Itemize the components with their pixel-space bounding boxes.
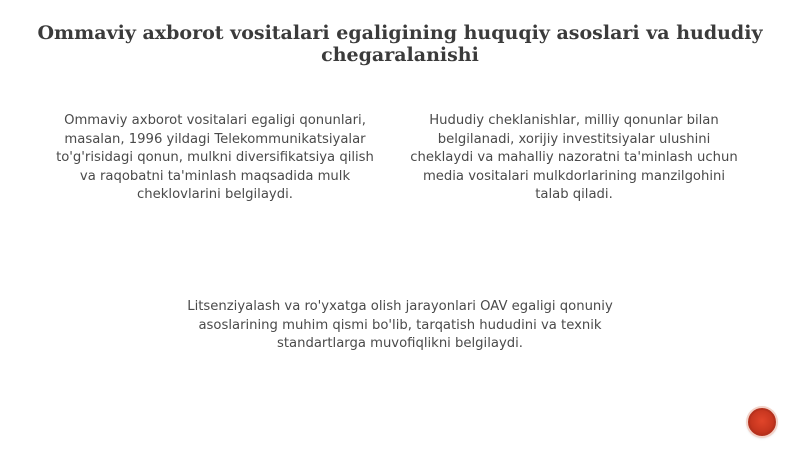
paragraph-right: Hududiy cheklanishlar, milliy qonunlar bilan belgilanadi, xorijiy investitsiyalar ulushini cheklaydi va mahalliy nazoratni ta'minlash uchun media vositalari mulkdorlarining manzilgohini talab qiladi. — [410, 113, 738, 202]
slide-title: Ommaviy axborot vositalari egaligining huquqiy asoslari va hududiy chegaralanishi — [37, 22, 763, 66]
circle-button-icon[interactable] — [748, 408, 776, 436]
paragraph-bottom: Litsenziyalash va ro'yxatga olish jarayonlari OAV egaligi qonuniy asoslarining muhim qismi bo'lib, tarqatish hududini va texnik standartlarga muvofiqlikni belgilaydi. — [187, 299, 613, 351]
paragraph-left: Ommaviy axborot vositalari egaligi qonunlari, masalan, 1996 yildagi Telekommunikatsiyalar to'g'risidagi qonun, mulkni diversifikatsiya qilish va raqobatni ta'minlash maqsadida mulk cheklovlarini belgilaydi. — [56, 113, 374, 202]
